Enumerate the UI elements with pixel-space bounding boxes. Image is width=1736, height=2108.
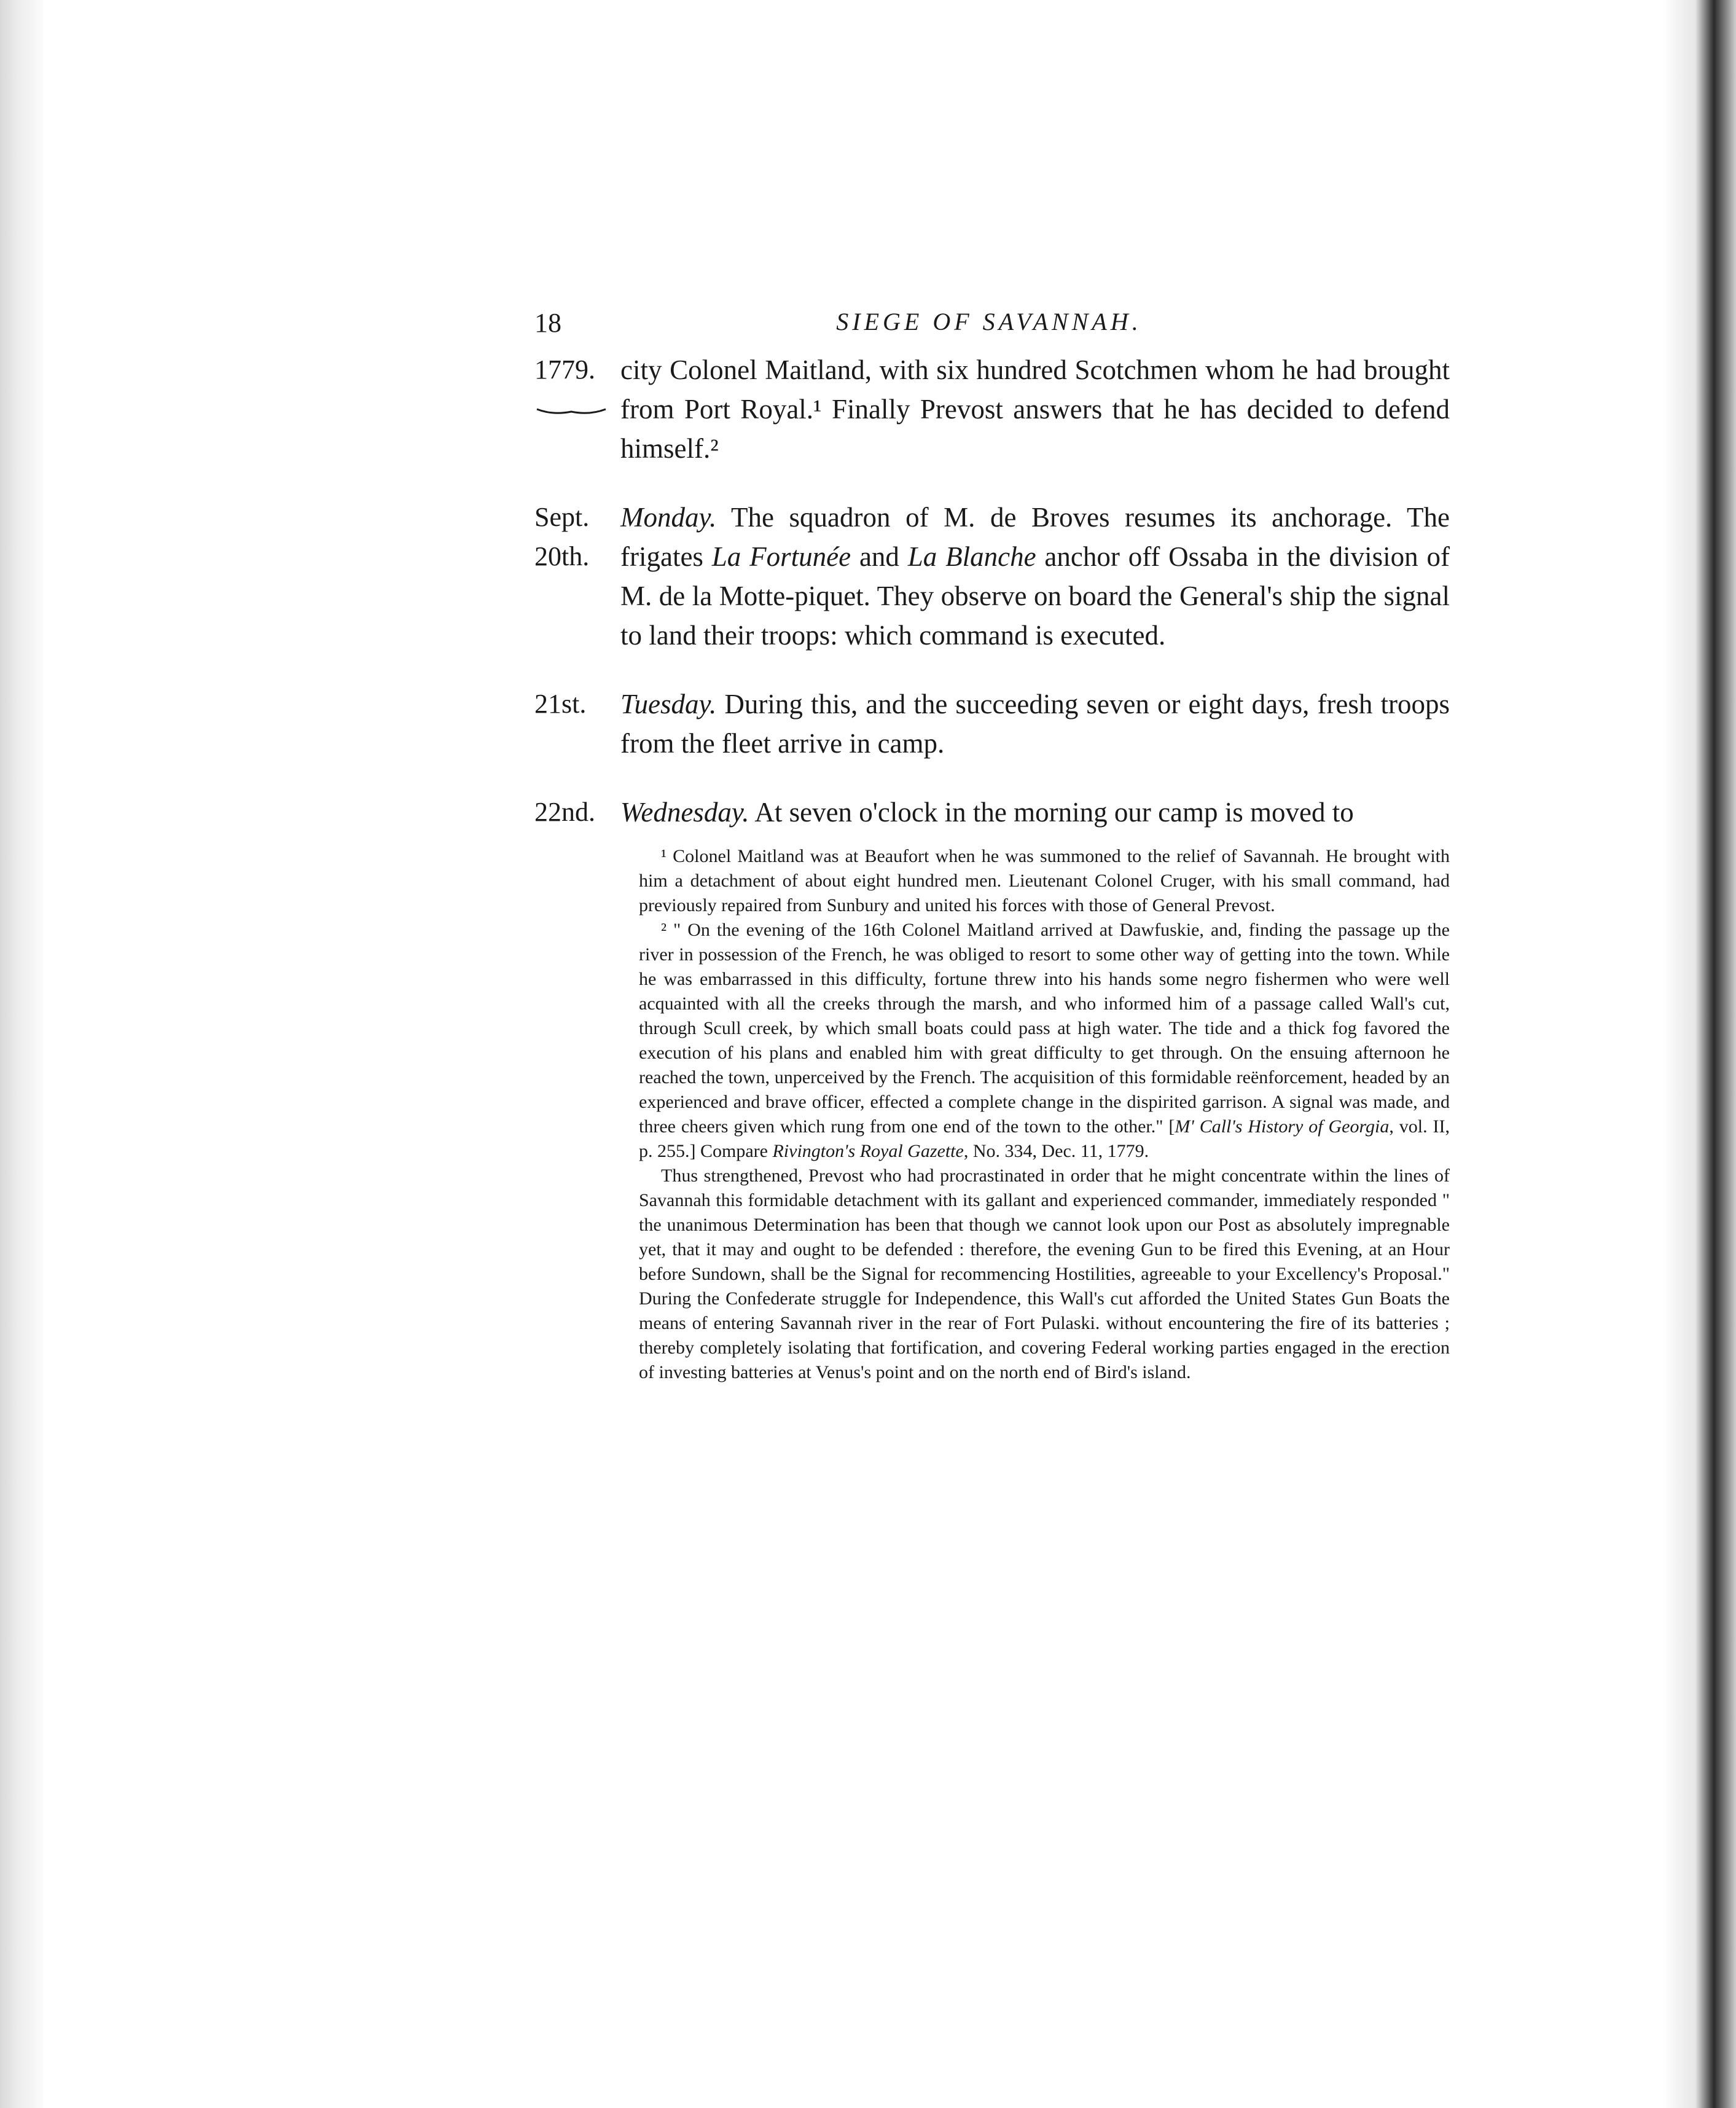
footnote-text: ² " On the evening of the 16th Colonel Maitland arrived at Dawfuskie, and, finding the passage up the river in possession of the French, he was obliged to resort to some other way of getting into the town. While he was embarrassed in this difficulty, fortune threw into his hands some negro fishermen who were well acquainted with all the creeks through the marsh, and who informed him of a passage called Wall's cut, through Scull creek, by which small boats could pass at high water. The tide and a thick fog favored the execution of his plans and enabled him with great difficulty to get through. On the ensuing afternoon he reached the town, unperceived by the French. The acquisition of this formidable reënforcement, headed by an experienced and brave officer, effected a complete change in the dispirited garrison. A signal was made, and three cheers given which rung from one end of the town to the other." [ — [639, 920, 1450, 1137]
text-part: anchor off Ossaba in the division of M. de la Motte-piquet. They observe on board the General's ship the signal to land their troops: which command is executed. — [620, 541, 1450, 651]
entry-text — [620, 498, 1450, 655]
footnotes — [639, 844, 1450, 1385]
entry-22nd — [528, 793, 1450, 832]
scan-right-edge — [1662, 0, 1736, 2108]
entry-sept-20 — [528, 498, 1450, 655]
footnote-2 — [639, 918, 1450, 1164]
footnote-2-continued: Thus strengthened, Prevost who had procrastinated in order that he might concentrate within the lines of Savannah this formidable detachment with its gallant and experienced commander, immediately responded " the unanimous Determination has been that though we cannot look upon our Post as absolutely impregnable yet, that it may and ought to be defended : therefore, the evening Gun to be fired this Evening, at an Hour before Sundown, shall be the Signal for recommencing Hostilities, agreeable to your Excellency's Proposal." During the Confederate struggle for Independence, this Wall's cut afforded the United States Gun Boats the means of entering Savannah river in the rear of Fort Pulaski. without encountering the fire of its batteries ; thereby completely isolating that fortification, and covering Federal working parties engaged in the erection of investing batteries at Venus's point and on the north end of Bird's island. — [639, 1166, 1450, 1382]
margin-year: 1779. — [534, 355, 595, 385]
text-part: At seven o'clock in the morning our camp is moved to — [754, 797, 1354, 828]
footnote-1: ¹ Colonel Maitland was at Beaufort when he was summoned to the relief of Savannah. He brought with him a detachment of about eight hundred men. Lieutenant Colonel Cruger, with his small command, had previously repaired from Sunbury and united his forces with those of General Prevost. — [639, 846, 1450, 915]
text-part: During this, and the succeeding seven or eight days, fresh troops from the fleet arrive in camp. — [620, 689, 1450, 759]
brace-mark — [534, 390, 627, 402]
margin-date: 21st. — [534, 689, 587, 719]
text-part: and — [851, 541, 908, 572]
margin-date: Sept. 20th. — [534, 502, 590, 571]
footnote-text: , vol. II, p. 255.] Compare — [639, 1116, 1450, 1161]
citation-title: M' Call's History of Georgia — [1175, 1116, 1390, 1137]
entry-text — [620, 793, 1450, 832]
book-page — [528, 307, 1450, 1385]
running-title: SIEGE OF SAVANNAH. — [836, 308, 1142, 335]
ship-name: La Blanche — [907, 541, 1036, 572]
scan-left-edge — [0, 0, 43, 2108]
running-head — [528, 307, 1450, 344]
entry-1779 — [528, 350, 1450, 468]
page-number: 18 — [534, 308, 561, 338]
margin-date: 22nd. — [534, 797, 595, 827]
day-name: Monday. — [620, 502, 717, 533]
day-name: Wednesday. — [620, 797, 749, 828]
ship-name: La Fortunée — [711, 541, 851, 572]
entry-text — [620, 684, 1450, 763]
day-name: Tuesday. — [620, 689, 717, 719]
text-part: The squadron of M. de Broves resumes its anchorage. The frigates — [620, 502, 1450, 572]
entry-text: city Colonel Maitland, with six hundred Scotchmen whom he had brought from Port Royal.¹ Finally Prevost answers that he has decided to defend himself.² — [620, 355, 1450, 464]
footnote-text: , No. 334, Dec. 11, 1779. — [963, 1141, 1149, 1161]
citation-title: Rivington's Royal Gazette — [772, 1141, 964, 1161]
margin-date — [534, 350, 627, 402]
entry-21st — [528, 684, 1450, 763]
